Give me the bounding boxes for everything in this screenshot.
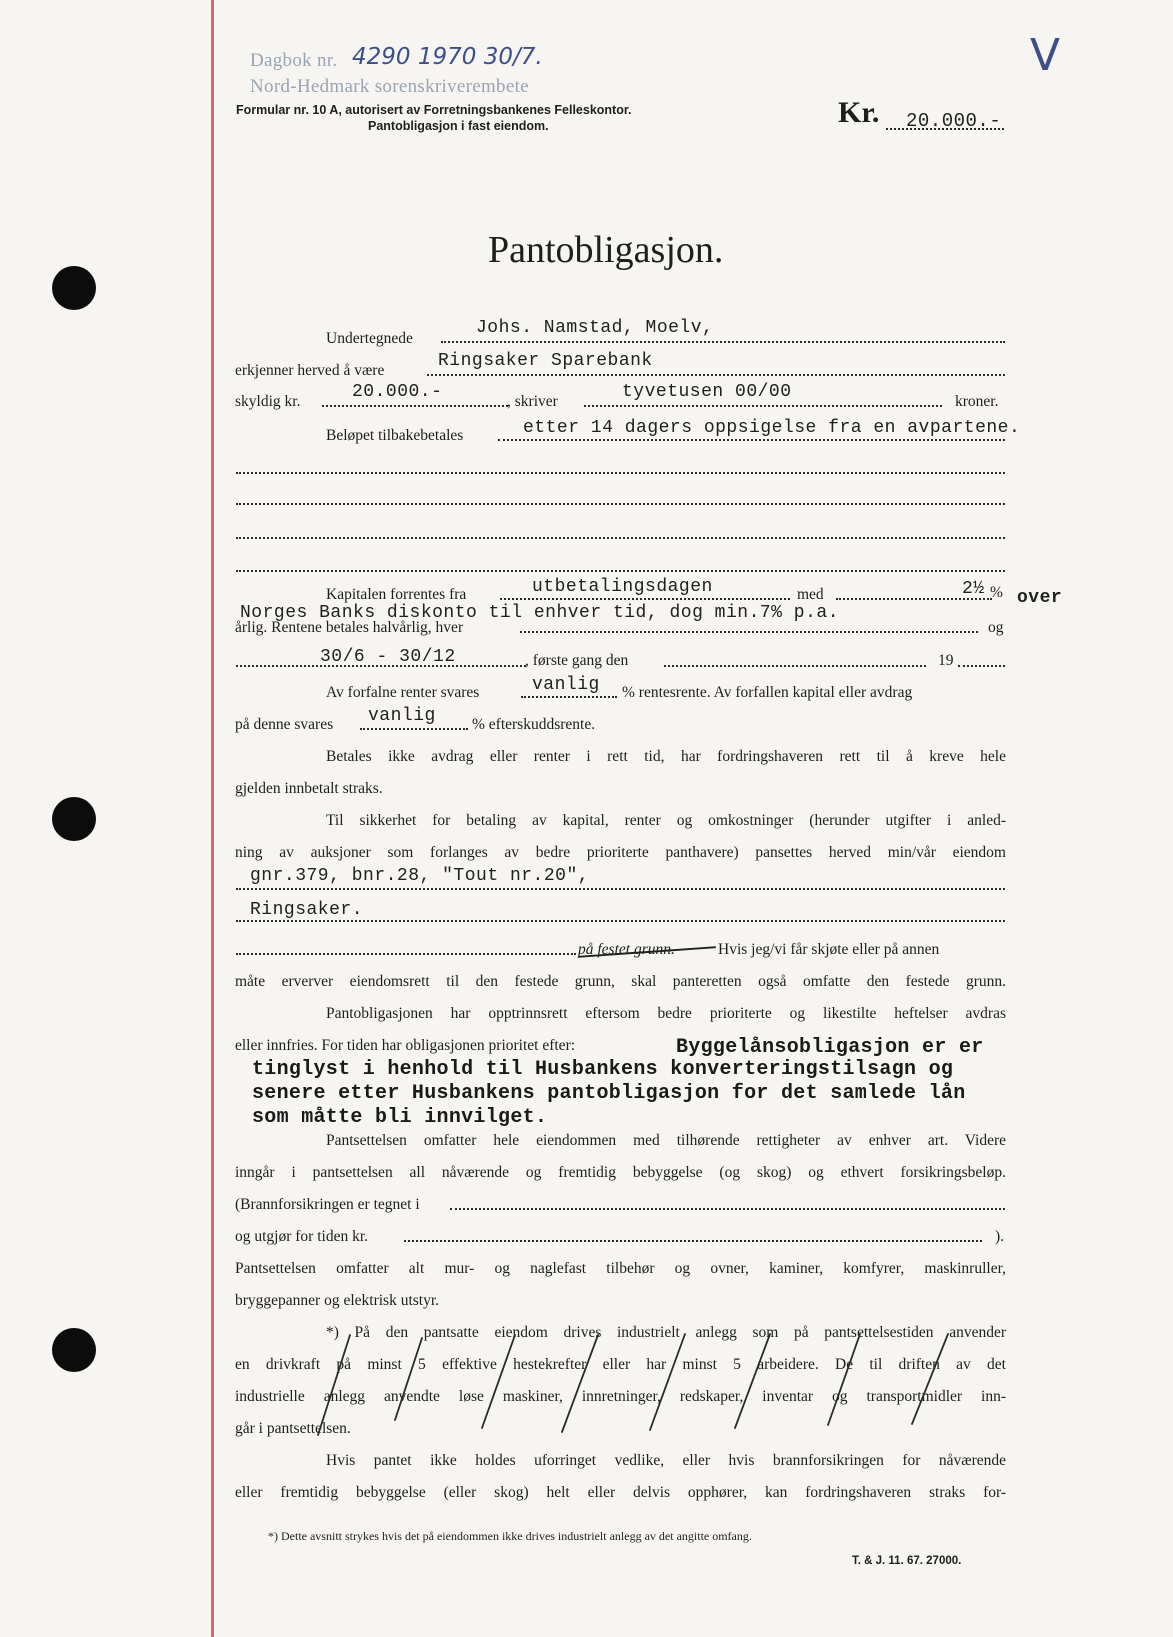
kapital-line [500,598,790,600]
forfalne-value: vanlig [532,675,600,695]
utgjor-end: ). [995,1228,1005,1245]
hvis-line-2: eller fremtidig bebyggelse (eller skog) helt eller delvis opphører, kan fordringshaveren straks for- [235,1484,1006,1501]
industri-line-4: går i pantsettelsen. [235,1420,351,1437]
kr-label: Kr. [838,96,880,129]
kroner-label: kroner. [955,393,999,410]
document-title: Pantobligasjon. [488,229,724,271]
over-value: over [1017,588,1063,608]
property-dotline-2 [236,920,1005,922]
priority-line-3: senere etter Husbankens pantobligasjon for det samlede lån [252,1082,966,1105]
punch-hole-top [52,266,96,310]
property-line-2: Ringsaker. [250,900,364,920]
undertegnede-label: Undertegnede [326,330,413,347]
og-label: og [988,619,1004,636]
omfatter-line-2: inngår i pantsettelsen all nåværende og fremtidig bebyggelse (og skog) og ethvert forsikringsbeløp. [235,1164,1006,1181]
mur-line-2: bryggepanner og elektrisk utstyr. [235,1292,440,1309]
sikkerhet-line-1: Til sikkerhet for betaling av kapital, renter og omkostninger (herunder utgifter i anled- [326,812,1006,829]
utgjor-line [404,1240,982,1242]
priority-line-2: tinglyst i henhold til Husbankens konverteringstilsagn og [252,1058,954,1081]
blank-line-2 [236,503,1005,505]
undertegnede-value: Johs. Namstad, Moelv, [476,318,714,338]
skyldig-label: skyldig kr. [235,393,301,410]
dagbok-handwritten: 4290 1970 30/7. [352,44,543,70]
forfalne-line [521,696,617,698]
punch-hole-bottom [52,1328,96,1372]
brann-line [450,1208,1005,1210]
mate-line: måte erverver eiendomsrett til den festede grunn, skal panteretten også omfatte den festede grunn. [235,973,1006,990]
arlig-label: årlig. Rentene betales halvårlig, hver [235,619,464,636]
forste-line [664,665,926,667]
arlig-line [520,631,978,633]
priority-line-1: Byggelånsobligasjon er er [676,1036,984,1059]
efterskudd-label: % efterskuddsrente. [472,716,596,733]
utgjor-label: og utgjør for tiden kr. [235,1228,369,1245]
pct-label: % [990,584,1003,601]
denne-label: på denne svares [235,716,334,733]
industri-line-3: industrielle anlegg anvendte løse maskiner, innretninger, redskaper, inventar og transportmidler inn- [235,1388,1006,1405]
industri-line-1: *) På den pantsatte eiendom drives industrielt anlegg som på pantsettelsestiden anvender [326,1324,1006,1341]
omfatter-line-1: Pantsettelsen omfatter hele eiendommen med tilhørende rettigheter av enhver art. Videre [326,1132,1006,1149]
belopet-value: etter 14 dagers oppsigelse fra en avpartene. [523,418,1021,438]
norges-value: Norges Banks diskonto til enhver tid, dog min.7% p.a. [240,603,839,623]
skyldig-value: 20.000.- [352,382,443,402]
nineteen-line [958,665,1005,667]
denne-value: vanlig [368,706,436,726]
skyldig-line [322,405,508,407]
print-code: T. & J. 11. 67. 27000. [852,1555,962,1567]
opptrinn-line-2: eller innfries. For tiden har obligasjonen prioritet efter: [235,1037,576,1054]
kapital-value: utbetalingsdagen [532,577,713,597]
festet-struck-text: på festet grunn. [578,941,675,958]
kr-amount-line [886,128,1004,130]
betales-line-2: gjelden innbetalt straks. [235,780,383,797]
mur-line-1: Pantsettelsen omfatter alt mur- og naglefast tilbehør og ovner, kaminer, komfyrer, maskinruller, [235,1260,1006,1277]
nineteen-label: 19 [938,652,954,669]
formular-line-1: Formular nr. 10 A, autorisert av Forretningsbankenes Felleskontor. [236,103,632,117]
rentesrente-label: % rentesrente. Av forfallen kapital eller avdrag [622,684,913,701]
check-mark: V [1030,30,1061,81]
blank-line-1 [236,472,1005,474]
priority-line-4: som måtte bli innvilget. [252,1106,548,1129]
skriver-line [584,405,942,407]
sikkerhet-line-2: ning av auksjoner som forlanges av bedre prioriterte panthavere) pansettes herved min/vår eiendom [235,844,1006,861]
brann-label: (Brannforsikringen er tegnet i [235,1196,420,1213]
punch-hole-middle [52,797,96,841]
denne-line [360,728,468,730]
stamp-dagbok: Dagbok nr. [250,50,338,71]
med-label: med [797,586,824,603]
betales-line-1: Betales ikke avdrag eller renter i rett tid, har fordringshaveren rett til å kreve hele [326,748,1006,765]
kapital-label: Kapitalen forrentes fra [326,586,467,603]
forste-label: , første gang den [525,652,629,669]
property-dotline-1 [236,888,1005,890]
kr-amount: 20.000.- [906,110,1002,132]
skriver-label: , skriver [507,393,558,410]
formular-line-2: Pantobligasjon i fast eiendom. [368,119,549,133]
property-line-1: gnr.379, bnr.28, "Tout nr.20", [250,866,590,886]
belopet-label: Beløpet tilbakebetales [326,427,464,444]
hvis-line-1: Hvis pantet ikke holdes uforringet vedlike, eller hvis brannforsikringen for nåværende [326,1452,1006,1469]
erkjenner-label: erkjenner herved å være [235,362,385,379]
erkjenner-line [427,374,1005,376]
belopet-line [498,439,1005,441]
stamp-office: Nord-Hedmark sorenskriverembete [250,76,529,97]
festet-dotline [236,953,576,955]
red-margin-line [211,0,214,1637]
opptrinn-line-1: Pantobligasjonen har opptrinnsrett eftersom bedre prioriterte og likestilte heftelser avdras [326,1005,1006,1022]
forfalne-label: Av forfalne renter svares [326,684,480,701]
blank-line-3 [236,537,1005,539]
rate-value: 2½ [962,579,985,599]
footnote: *) Dette avsnitt strykes hvis det på eiendommen ikke drives industrielt anlegg av det angitte omfang. [268,1529,752,1543]
skriver-value: tyvetusen 00/00 [622,382,792,402]
dates-value: 30/6 - 30/12 [320,647,456,667]
blank-line-4 [236,570,1005,572]
festet-rest: Hvis jeg/vi får skjøte eller på annen [718,941,940,958]
undertegnede-line [441,341,1005,343]
erkjenner-value: Ringsaker Sparebank [438,351,653,371]
industri-line-2: en drivkraft på minst 5 effektive hestekrefter eller har minst 5 arbeidere. De til driften av det [235,1356,1006,1373]
industri-strike-marks [300,1320,1000,1450]
